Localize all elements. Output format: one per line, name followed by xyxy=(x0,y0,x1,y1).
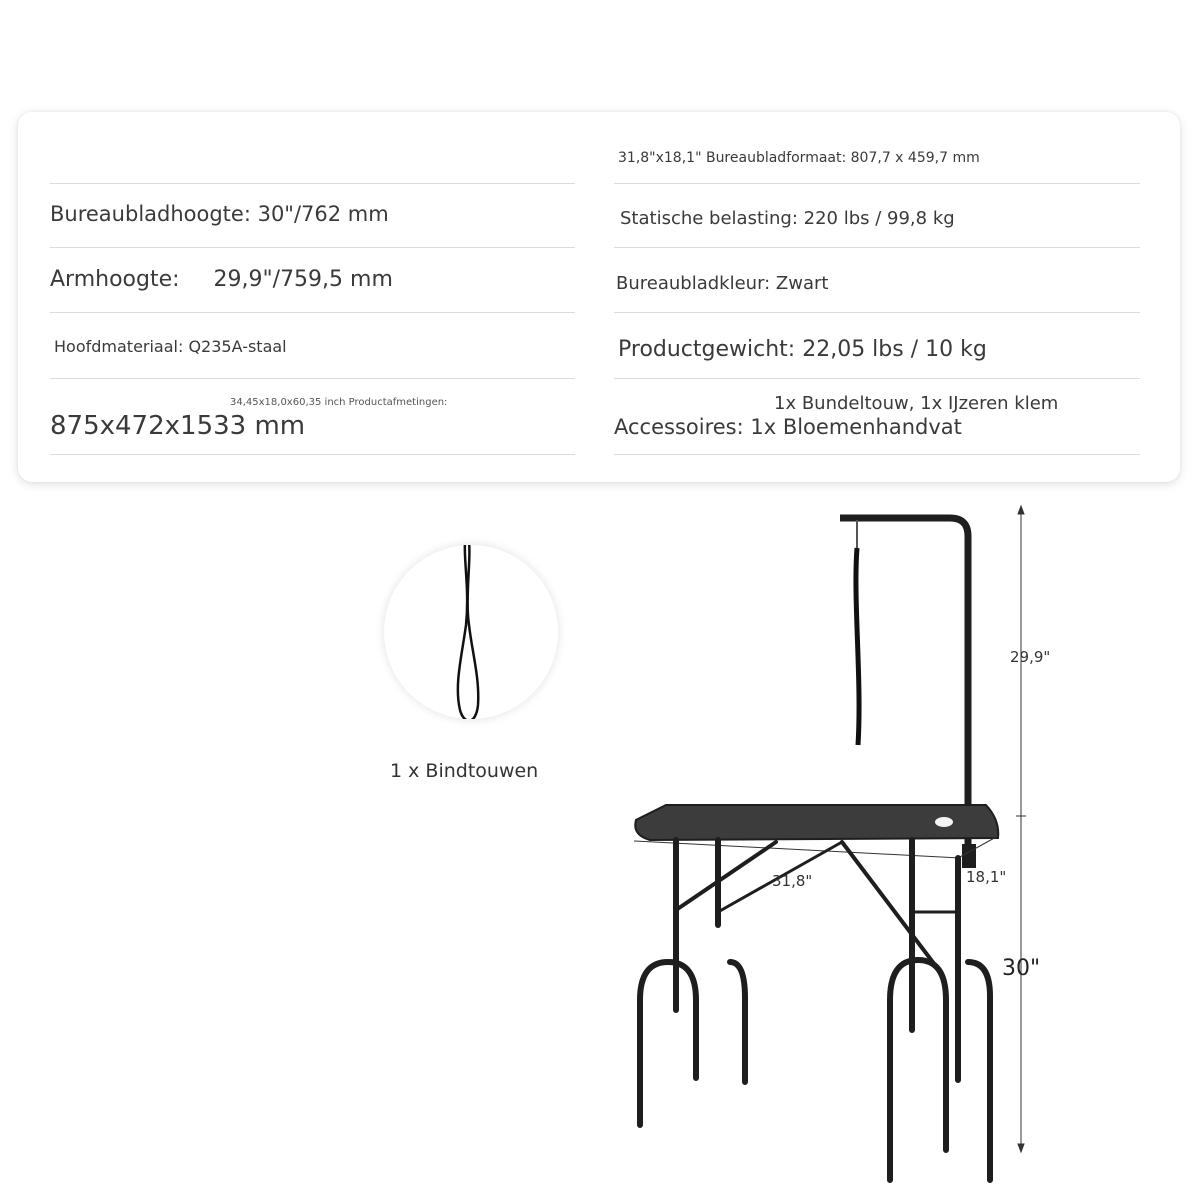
accessories-line2: Accessoires: 1x Bloemenhandvat xyxy=(614,415,962,439)
desktop-height-text: Bureaubladhoogte: 30"/762 mm xyxy=(50,202,389,226)
dimensions-inch-text: 34,45x18,0x60,35 inch Productafmetingen: xyxy=(230,397,448,408)
color-text: Bureaubladkleur: Zwart xyxy=(616,273,829,294)
depth-dimension: 18,1" xyxy=(966,868,1007,886)
width-dimension: 31,8" xyxy=(772,872,813,890)
height-dimension-line xyxy=(1016,506,1026,1152)
desktop-size-text: 31,8"x18,1" Bureaubladformaat: 807,7 x 459,7 mm xyxy=(618,150,980,166)
accessories-line1: 1x Bundeltouw, 1x IJzeren klem xyxy=(774,393,1059,414)
static-load-text: Statische belasting: 220 lbs / 99,8 kg xyxy=(620,208,955,229)
arm-height-label: Armhoogte: xyxy=(50,267,180,292)
arm-height-value: 29,9"/759,5 mm xyxy=(213,267,393,292)
accessory-label: 1 x Bindtouwen xyxy=(390,760,539,782)
table-height-dimension: 30" xyxy=(1002,956,1041,981)
arm-height-dimension: 29,9" xyxy=(1010,648,1051,666)
material-text: Hoofdmateriaal: Q235A-staal xyxy=(54,337,287,356)
weight-text: Productgewicht: 22,05 lbs / 10 kg xyxy=(618,337,987,362)
table-legs xyxy=(640,840,990,1180)
dimensions-mm-text: 875x472x1533 mm xyxy=(50,411,306,441)
table-top xyxy=(635,805,998,840)
